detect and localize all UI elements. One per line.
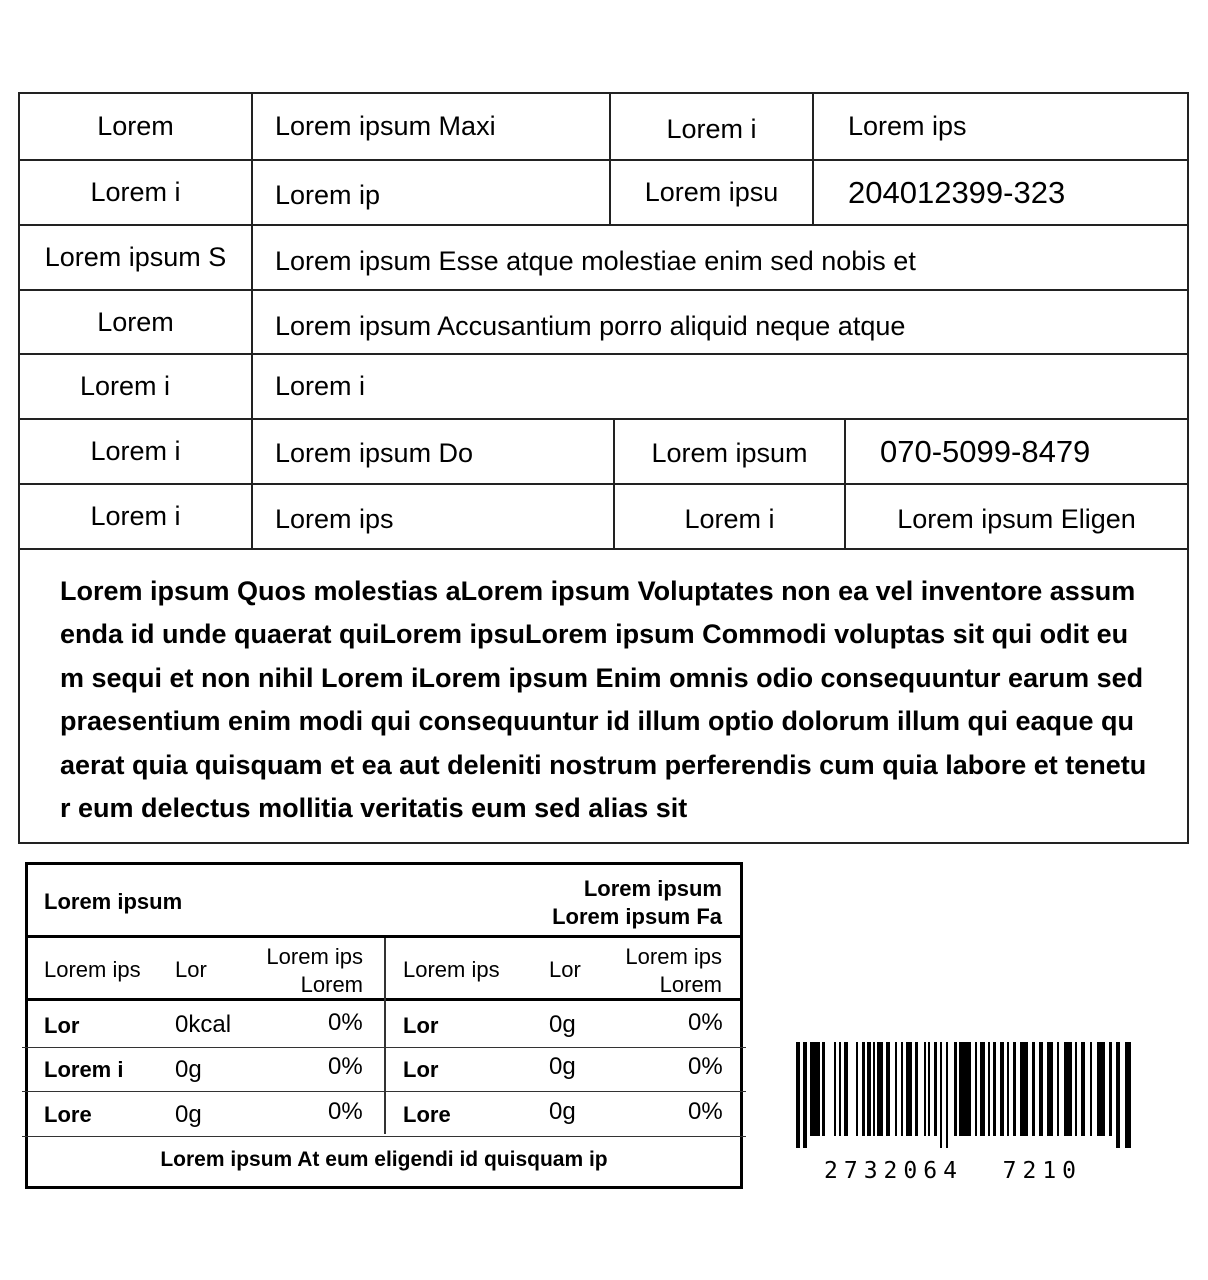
label-cell: Lorem ipsu (609, 161, 812, 224)
nutrient-name: Lore (403, 1102, 451, 1127)
nutrient-amount: 0g (175, 1056, 202, 1083)
nutrient-name: Lor (44, 1013, 80, 1038)
col-header-percent-line1: Lorem ips (266, 944, 363, 969)
serving-line-1: Lorem ipsum (583, 876, 722, 901)
col-header-percent (625, 943, 722, 999)
col-header-name: Lorem ips (403, 957, 500, 982)
label-cell: Lorem i (79, 371, 171, 401)
nutrition-footer: Lorem ipsum At eum eligendi id quisquam ip (160, 1148, 608, 1171)
col-header-amount: Lor (175, 957, 207, 982)
col-header-percent-line2: Lorem (300, 972, 363, 997)
label-cell: Lorem i (613, 485, 844, 548)
phone-value-cell: 204012399-323 (812, 161, 1187, 224)
nutrition-serving (552, 875, 722, 931)
nutrition-title: Lorem ipsum (44, 889, 183, 914)
nutrient-name: Lor (403, 1057, 439, 1082)
serving-line-2: Lorem ipsum Fa (552, 904, 722, 929)
nutrient-percent: 0% (688, 1098, 723, 1125)
nutrient-name: Lor (403, 1013, 439, 1038)
label-cell: Lorem (97, 111, 174, 141)
nutrition-row (22, 1048, 746, 1092)
info-row (20, 485, 1187, 550)
label-cell: Lorem i (90, 436, 181, 466)
nutrient-percent: 0% (688, 1053, 723, 1080)
value-cell: Lorem ipsum Do (251, 420, 613, 483)
label-cell: Lorem i (90, 501, 181, 531)
nutrient-percent: 0% (328, 1009, 363, 1036)
nutrition-table (25, 862, 743, 1189)
col-header-percent-line1: Lorem ips (625, 944, 722, 969)
barcode-number: 2732064 7210 (824, 1158, 1083, 1184)
barcode (794, 1040, 1139, 1188)
value-cell: Lorem ipsum Esse atque molestiae enim sed nobis et (251, 226, 1187, 289)
value-cell: Lorem i (251, 355, 1187, 418)
label-cell: Lorem i (609, 94, 812, 159)
nutrient-amount: 0g (549, 1098, 576, 1125)
value-cell: Lorem ips (812, 94, 1187, 159)
value-cell: Lorem ip (251, 161, 609, 224)
nutrient-amount: 0g (549, 1011, 576, 1038)
nutrition-row (22, 1001, 746, 1048)
col-header-amount: Lor (549, 957, 581, 982)
info-row (20, 94, 1187, 161)
nutrient-percent: 0% (688, 1009, 723, 1036)
info-row (20, 420, 1187, 485)
label-cell: Lorem ipsum S (44, 242, 227, 272)
info-row (20, 226, 1187, 291)
nutrient-amount: 0g (549, 1053, 576, 1080)
value-cell: Lorem ipsum Eligen (844, 485, 1187, 548)
barcode-bars-icon (794, 1040, 1139, 1150)
col-header-percent-line2: Lorem (659, 972, 722, 997)
value-cell: Lorem ips (251, 485, 613, 548)
nutrient-amount: 0g (175, 1101, 202, 1128)
nutrient-percent: 0% (328, 1053, 363, 1080)
nutrient-name: Lore (44, 1102, 92, 1127)
label-cell: Lorem (97, 306, 174, 337)
label-cell: Lorem ipsum (613, 420, 844, 483)
info-row (20, 161, 1187, 226)
col-header-name: Lorem ips (44, 957, 141, 982)
nutrition-header (28, 865, 740, 938)
phone-value-cell: 070-5099-8479 (844, 420, 1187, 483)
nutrient-name: Lorem i (44, 1057, 124, 1082)
value-cell: Lorem ipsum Accusantium porro aliquid neque atque (251, 291, 1187, 353)
nutrient-percent: 0% (328, 1098, 363, 1125)
nutrition-row (22, 1092, 746, 1137)
product-info-table (18, 92, 1189, 844)
label-cell: Lorem i (90, 177, 181, 207)
description-text: Lorem ipsum Quos molestias aLorem ipsum Voluptates non ea vel inventore assumenda id unde quaerat quiLorem ipsuLorem ipsum Commodi voluptas sit qui odit eum sequi et non nihil Lorem iLorem ipsum Enim omnis odio consequuntur earum sed praesentium enim modi qui consequuntur id illum optio dolorum illum qui eaque quaerat quia quisquam et ea aut deleniti nostrum perferendis cum quia labore et tenetur eum delectus mollitia veritatis eum sed alias sit (60, 576, 1147, 824)
info-row (20, 355, 1187, 420)
col-header-percent (266, 943, 363, 999)
nutrient-amount: 0kcal (175, 1011, 232, 1038)
info-row (20, 291, 1187, 355)
value-cell: Lorem ipsum Maxi (251, 94, 609, 159)
